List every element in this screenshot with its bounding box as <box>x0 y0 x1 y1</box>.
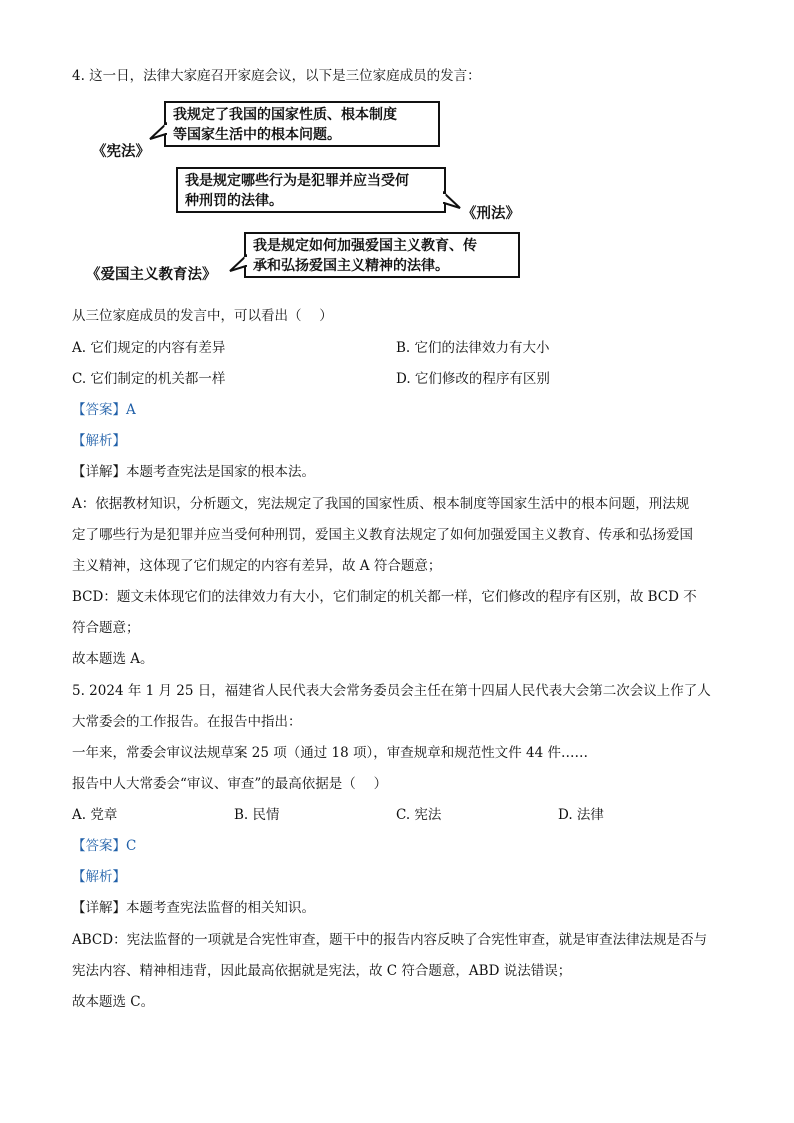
q5-option-c: C. 宪法 <box>396 807 442 823</box>
q4-option-d: D. 它们修改的程序有区别 <box>396 371 550 387</box>
q5-option-a: A. 党章 <box>72 807 118 823</box>
q5-option-b: B. 民情 <box>234 807 280 823</box>
bubble-line: 我是规定哪些行为是犯罪并应当受何 <box>185 173 409 189</box>
law-name-patriotic-education-law: 《爱国主义教育法》 <box>86 266 217 283</box>
q4-conclusion: 故本题选 A。 <box>72 651 154 667</box>
q4-option-a: A. 它们规定的内容有差异 <box>72 340 226 356</box>
q4-answer: 【答案】A <box>72 402 136 418</box>
bubble-line: 等国家生活中的根本问题。 <box>173 127 341 143</box>
q5-option-d: D. 法律 <box>558 807 604 823</box>
q4-para1-line1: A：依据教材知识，分析题文，宪法规定了我国的国家性质、根本制度等国家生活中的根本问题，刑法规 <box>72 496 690 512</box>
q4-stem: 4. 这一日，法律大家庭召开家庭会议，以下是三位家庭成员的发言： <box>72 68 481 84</box>
law-name-criminal-law: 《刑法》 <box>462 205 520 222</box>
bubble-line: 我规定了我国的国家性质、根本制度 <box>173 107 397 123</box>
q4-option-c: C. 它们制定的机关都一样 <box>72 371 226 387</box>
q5-quote: 一年来，常委会审议法规草案 25 项（通过 18 项），审查规章和规范性文件 44 件…… <box>72 745 589 761</box>
q5-detail: 【详解】本题考查宪法监督的相关知识。 <box>72 900 315 916</box>
q4-para1-line2: 定了哪些行为是犯罪并应当受何种刑罚，爱国主义教育法规定了如何加强爱国主义教育、传承和弘扬爱国 <box>72 527 693 543</box>
q5-answer: 【答案】C <box>72 838 137 854</box>
bubble-tail-3 <box>0 0 794 300</box>
q5-analysis-heading: 【解析】 <box>72 869 126 885</box>
bubble-line: 我是规定如何加强爱国主义教育、传 <box>253 238 477 254</box>
q4-question: 从三位家庭成员的发言中，可以看出（ ） <box>72 308 333 324</box>
q5-stem-line2: 大常委会的工作报告。在报告中指出： <box>72 714 302 730</box>
q4-option-b: B. 它们的法律效力有大小 <box>396 340 550 356</box>
q5-para1-line1: ABCD：宪法监督的一项就是合宪性审查，题干中的报告内容反映了合宪性审查，就是审查法律法规是否与 <box>72 932 708 948</box>
q4-analysis-heading: 【解析】 <box>72 433 126 449</box>
q4-detail: 【详解】本题考查宪法是国家的根本法。 <box>72 464 315 480</box>
bubble-line: 承和弘扬爱国主义精神的法律。 <box>253 258 449 274</box>
q5-para1-line2: 宪法内容、精神相违背，因此最高依据就是宪法，故 C 符合题意，ABD 说法错误； <box>72 963 572 979</box>
q4-para2-line1: BCD：题文未体现它们的法律效力有大小，它们制定的机关都一样，它们修改的程序有区别，故 BCD 不 <box>72 589 697 605</box>
q5-stem-line1: 5. 2024 年 1 月 25 日，福建省人民代表大会常务委员会主任在第十四届人民代表大会第二次会议上作了人 <box>72 683 711 699</box>
q5-conclusion: 故本题选 C。 <box>72 994 155 1010</box>
q5-question: 报告中人大常委会“审议、审查”的最高依据是（ ） <box>72 776 388 792</box>
law-name-constitution: 《宪法》 <box>92 143 150 160</box>
q4-para1-line3: 主义精神，这体现了它们规定的内容有差异，故 A 符合题意； <box>72 558 442 574</box>
q4-para2-line2: 符合题意； <box>72 620 140 636</box>
bubble-line: 种刑罚的法律。 <box>185 193 283 209</box>
